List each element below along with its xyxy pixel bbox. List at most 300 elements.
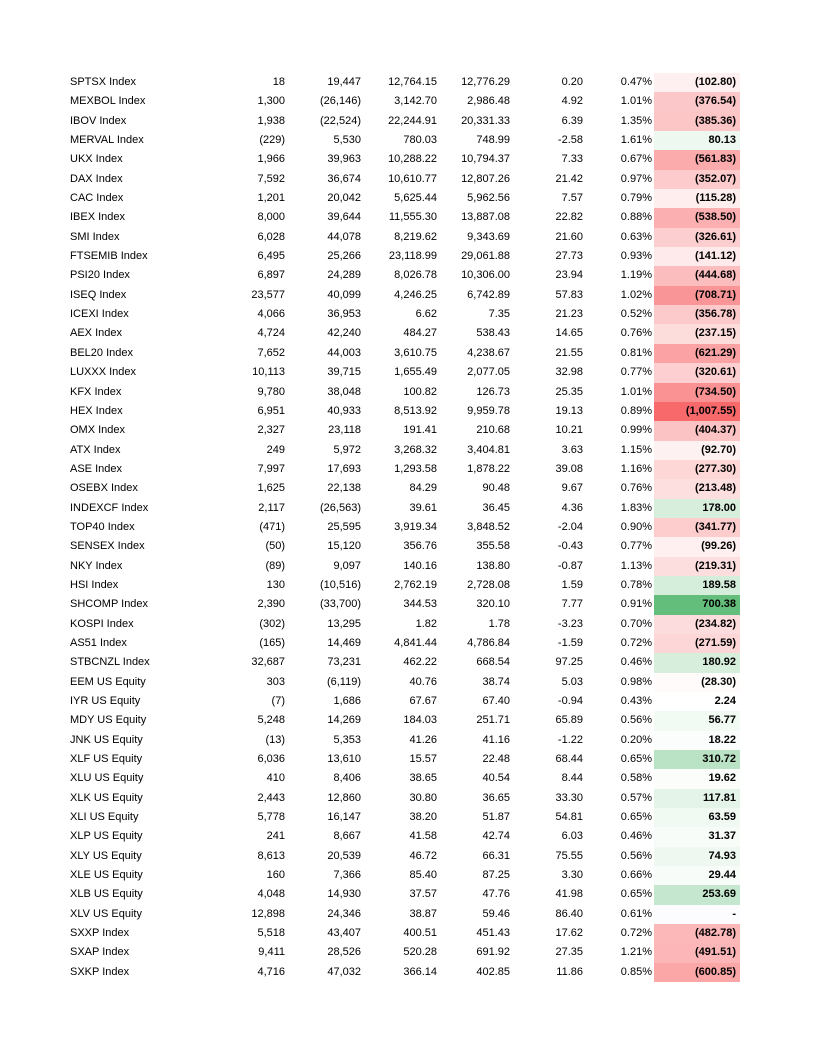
col5-cell: 6.03 [561,830,583,843]
table-row [66,963,740,982]
col5-cell: -0.87 [557,559,583,572]
col6-cell: 1.21% [620,946,652,959]
col2-cell: 13,610 [327,753,361,766]
col2-cell: 5,530 [333,134,361,147]
col4-cell: 2,986.48 [467,95,510,108]
ticker-cell: MDY US Equity [70,714,147,727]
table-row [66,576,740,595]
col4-cell: 251.71 [476,714,510,727]
table-row [66,847,740,866]
col3-cell: 8,219.62 [394,230,437,243]
col5-cell: 97.25 [555,656,583,669]
col1-cell: 1,625 [257,482,285,495]
col2-cell: 15,120 [327,540,361,553]
ticker-cell: IYR US Equity [70,695,141,707]
col1-cell: (302) [259,617,285,630]
col1-cell: (7) [271,695,285,707]
ticker-cell: DAX Index [70,172,123,185]
col6-cell: 0.90% [620,520,652,533]
col5-cell: 27.35 [555,946,583,959]
pnl-cell: (219.31) [654,557,740,576]
ticker-cell: SENSEX Index [70,540,145,553]
col1-cell: 1,300 [257,95,285,108]
col2-cell: 39,963 [327,153,361,166]
table-row [66,150,740,169]
table-row [66,344,740,363]
col4-cell: 4,238.67 [467,346,510,359]
table-row [66,924,740,943]
col6-cell: 0.91% [620,598,652,611]
ticker-cell: SPTSX Index [70,76,137,88]
table-row [66,131,740,150]
col3-cell: 780.03 [403,134,437,147]
col6-cell: 0.61% [620,907,652,920]
col3-cell: 140.16 [403,559,437,572]
col6-cell: 0.97% [620,172,652,185]
col4-cell: 42.74 [482,830,510,843]
col2-cell: 43,407 [327,927,361,940]
ticker-cell: STBCNZL Index [70,656,150,669]
table-row [66,885,740,904]
pnl-cell: 29.44 [654,866,740,885]
col6-cell: 0.58% [620,772,652,785]
col3-cell: 356.76 [403,540,437,553]
data-table [66,73,740,982]
col6-cell: 0.99% [620,424,652,437]
col6-cell: 0.47% [620,76,652,88]
pnl-cell: (234.82) [654,615,740,634]
col6-cell: 0.65% [620,753,652,766]
col2-cell: (22,524) [320,114,361,127]
col2-cell: 19,447 [327,76,361,88]
col5-cell: 0.20 [561,76,583,88]
col4-cell: 402.85 [476,965,510,978]
col1-cell: 23,577 [251,288,285,301]
ticker-cell: FTSEMIB Index [70,250,148,263]
col3-cell: 38.20 [409,811,437,824]
col6-cell: 0.66% [620,869,652,882]
ticker-cell: AS51 Index [70,636,127,649]
col5-cell: 17.62 [555,927,583,940]
col5-cell: -2.58 [557,134,583,147]
col4-cell: 538.43 [476,327,510,340]
table-row [66,170,740,189]
col3-cell: 2,762.19 [394,578,437,591]
table-row [66,266,740,285]
pnl-cell: (600.85) [654,963,740,982]
col1-cell: (89) [265,559,285,572]
col3-cell: 11,555.30 [388,211,437,224]
col1-cell: 32,687 [251,656,285,669]
ticker-cell: ICEXI Index [70,308,129,321]
col3-cell: 4,841.44 [394,636,437,649]
table-row [66,557,740,576]
col2-cell: 24,346 [327,907,361,920]
pnl-cell: 178.00 [654,499,740,518]
col2-cell: 20,539 [327,849,361,862]
col6-cell: 0.93% [620,250,652,263]
col6-cell: 0.65% [620,888,652,901]
col6-cell: 0.56% [620,714,652,727]
col1-cell: 7,592 [257,172,285,185]
ticker-cell: TOP40 Index [70,520,135,533]
col6-cell: 1.16% [620,462,652,475]
ticker-cell: XLK US Equity [70,791,143,804]
col2-cell: 23,118 [328,424,361,437]
pnl-cell: (28.30) [654,673,740,692]
col3-cell: 39.61 [409,501,437,514]
col5-cell: 8.44 [561,772,583,785]
col6-cell: 0.81% [620,346,652,359]
col4-cell: 1,878.22 [467,462,510,475]
ticker-cell: CAC Index [70,192,124,205]
col1-cell: 10,113 [252,366,285,379]
col6-cell: 0.67% [620,153,652,166]
col4-cell: 36.45 [482,501,510,514]
col3-cell: 100.82 [403,385,437,398]
col4-cell: 9,959.78 [467,404,510,417]
col6-cell: 0.89% [620,404,652,417]
col5-cell: -1.59 [557,636,583,649]
ticker-cell: MEXBOL Index [70,95,146,108]
col2-cell: 8,406 [333,772,361,785]
pnl-cell: 117.81 [654,789,740,808]
pnl-cell: 253.69 [654,885,740,904]
col2-cell: (10,516) [320,578,361,591]
col4-cell: 59.46 [482,907,510,920]
col4-cell: 7.35 [488,308,510,321]
col4-cell: 1.78 [488,617,510,630]
pnl-cell: (341.77) [654,518,740,537]
col6-cell: 0.76% [620,327,652,340]
col4-cell: 90.48 [482,482,510,495]
col2-cell: 47,032 [327,965,361,978]
col3-cell: 366.14 [403,965,437,978]
ticker-cell: ATX Index [70,443,121,456]
col2-cell: 14,269 [327,714,361,727]
col6-cell: 1.01% [620,385,652,398]
ticker-cell: ASE Index [70,462,122,475]
table-row [66,499,740,518]
col6-cell: 0.43% [620,695,652,707]
ticker-cell: NKY Index [70,559,123,572]
col2-cell: 14,469 [327,636,361,649]
col4-cell: 2,077.05 [467,366,510,379]
col6-cell: 1.02% [620,288,652,301]
col5-cell: 19.13 [555,404,583,417]
table-row [66,441,740,460]
col4-cell: 691.92 [476,946,510,959]
col5-cell: 3.30 [561,869,583,882]
col5-cell: 7.33 [561,153,583,166]
pnl-cell: (1,007.55) [654,402,740,421]
col6-cell: 0.85% [620,965,652,978]
col6-cell: 0.72% [620,927,652,940]
ticker-cell: IBEX Index [70,211,126,224]
col2-cell: 22,138 [327,482,361,495]
col6-cell: 0.46% [620,656,652,669]
table-row [66,92,740,111]
col1-cell: 2,443 [257,791,285,804]
col3-cell: 15.57 [409,753,437,766]
table-row [66,731,740,750]
ticker-cell: IBOV Index [70,114,127,127]
col5-cell: -0.43 [557,540,583,553]
col2-cell: 36,674 [327,172,361,185]
col6-cell: 0.63% [620,230,652,243]
pnl-cell: (482.78) [654,924,740,943]
ticker-cell: XLU US Equity [70,772,144,785]
table-row [66,363,740,382]
col3-cell: 8,026.78 [394,269,437,282]
col4-cell: 3,404.81 [467,443,510,456]
col1-cell: 2,327 [257,424,285,437]
pnl-cell: 189.58 [654,576,740,595]
col4-cell: 5,962.56 [467,192,510,205]
col5-cell: 86.40 [555,907,583,920]
table-row [66,769,740,788]
col3-cell: 3,268.32 [394,443,437,456]
col5-cell: -1.22 [557,733,583,746]
col3-cell: 6.62 [415,308,437,321]
col6-cell: 1.35% [620,114,652,127]
col3-cell: 85.40 [409,869,437,882]
col1-cell: 410 [266,772,285,785]
col3-cell: 38.65 [409,772,437,785]
col4-cell: 41.16 [482,733,510,746]
col3-cell: 344.53 [403,598,437,611]
col2-cell: 36,953 [327,308,361,321]
col2-cell: 73,231 [327,656,361,669]
col5-cell: 33.30 [555,791,583,804]
col6-cell: 0.98% [620,675,652,688]
ticker-cell: XLF US Equity [70,753,143,766]
col1-cell: 5,778 [257,811,285,824]
col4-cell: 451.43 [476,927,510,940]
pnl-cell: 74.93 [654,847,740,866]
table-row [66,112,740,131]
table-row [66,421,740,440]
col4-cell: 12,776.29 [461,76,510,88]
ticker-cell: XLI US Equity [70,811,139,824]
col4-cell: 12,807.26 [461,172,510,185]
col1-cell: 2,390 [257,598,285,611]
col4-cell: 10,794.37 [461,153,510,166]
col2-cell: 24,289 [327,269,361,282]
ticker-cell: XLE US Equity [70,869,143,882]
col4-cell: 6,742.89 [467,288,510,301]
col6-cell: 0.88% [620,211,652,224]
col4-cell: 138.80 [476,559,510,572]
col2-cell: 5,353 [333,733,361,746]
col5-cell: 57.83 [555,288,583,301]
col2-cell: 16,147 [327,811,361,824]
pnl-cell: (352.07) [654,170,740,189]
col1-cell: 6,028 [257,230,285,243]
ticker-cell: XLB US Equity [70,888,143,901]
col2-cell: 1,686 [333,695,361,707]
ticker-cell: KFX Index [70,385,122,398]
col5-cell: 39.08 [555,462,583,475]
col1-cell: 4,724 [257,327,285,340]
col3-cell: 41.26 [409,733,437,746]
col6-cell: 0.78% [620,578,652,591]
col1-cell: 7,652 [257,346,285,359]
col3-cell: 38.87 [409,907,437,920]
col3-cell: 1,293.58 [394,462,437,475]
col5-cell: 68.44 [555,753,583,766]
pnl-cell: (538.50) [654,208,740,227]
col3-cell: 4,246.25 [394,288,437,301]
col4-cell: 22.48 [482,753,510,766]
ticker-cell: OSEBX Index [70,482,138,495]
col2-cell: (33,700) [320,598,361,611]
col3-cell: 462.22 [403,656,437,669]
col5-cell: 65.89 [555,714,583,727]
col2-cell: 8,667 [333,830,361,843]
col4-cell: 320.10 [476,598,510,611]
pnl-cell: (444.68) [654,266,740,285]
col1-cell: 303 [266,675,285,688]
col2-cell: 38,048 [327,385,361,398]
pnl-cell: (99.26) [654,537,740,556]
col4-cell: 2,728.08 [467,578,510,591]
table-row [66,518,740,537]
col1-cell: 6,495 [257,250,285,263]
col5-cell: 7.77 [561,598,583,611]
col4-cell: 40.54 [482,772,510,785]
ticker-cell: LUXXX Index [70,366,137,379]
ticker-cell: ISEQ Index [70,288,127,301]
ticker-cell: SMI Index [70,230,120,243]
col2-cell: 25,266 [327,250,361,263]
col6-cell: 1.01% [620,95,652,108]
col5-cell: 32.98 [555,366,583,379]
col1-cell: 5,248 [257,714,285,727]
col1-cell: 7,997 [257,462,285,475]
col4-cell: 51.87 [482,811,510,824]
col3-cell: 30.80 [409,791,437,804]
col5-cell: 27.73 [555,250,583,263]
col3-cell: 84.29 [409,482,437,495]
col1-cell: 5,518 [257,927,285,940]
col2-cell: 17,693 [327,462,361,475]
col4-cell: 748.99 [476,134,510,147]
col4-cell: 38.74 [482,675,510,688]
col2-cell: (26,146) [320,95,361,108]
col3-cell: 484.27 [403,327,437,340]
pnl-cell: 56.77 [654,711,740,730]
col4-cell: 126.73 [476,385,510,398]
col2-cell: 28,526 [327,946,361,959]
pnl-cell: (376.54) [654,92,740,111]
col4-cell: 9,343.69 [467,230,510,243]
table-row [66,653,740,672]
col1-cell: (471) [259,520,285,533]
col1-cell: 4,048 [257,888,285,901]
ticker-cell: INDEXCF Index [70,501,149,514]
ticker-cell: AEX Index [70,327,122,340]
col2-cell: 25,595 [327,520,361,533]
col2-cell: 44,003 [327,346,361,359]
pnl-cell: (385.36) [654,112,740,131]
col5-cell: 54.81 [555,811,583,824]
table-row [66,228,740,247]
ticker-cell: SXKP Index [70,965,130,978]
table-row [66,208,740,227]
col4-cell: 668.54 [476,656,510,669]
col1-cell: 9,411 [258,946,285,959]
pnl-cell: (141.12) [654,247,740,266]
col2-cell: 13,295 [327,617,361,630]
col3-cell: 1.82 [415,617,437,630]
col5-cell: 25.35 [555,385,583,398]
pnl-cell: 310.72 [654,750,740,769]
table-row [66,634,740,653]
col1-cell: 249 [266,443,285,456]
col5-cell: 11.86 [556,965,583,978]
pnl-cell: (356.78) [654,305,740,324]
col1-cell: 6,036 [257,753,285,766]
table-row [66,324,740,343]
col6-cell: 0.77% [620,366,652,379]
table-row [66,905,740,924]
pnl-cell: 2.24 [654,692,740,711]
col6-cell: 0.65% [620,811,652,824]
col6-cell: 1.61% [620,134,652,147]
col6-cell: 0.57% [620,791,652,804]
col5-cell: -3.23 [557,617,583,630]
col3-cell: 400.51 [403,927,437,940]
col6-cell: 0.20% [620,733,652,746]
col5-cell: 7.57 [561,192,583,205]
col4-cell: 47.76 [482,888,510,901]
table-row [66,73,740,92]
col3-cell: 10,610.77 [388,172,437,185]
col5-cell: 21.23 [555,308,583,321]
pnl-cell: (271.59) [654,634,740,653]
table-row [66,673,740,692]
col5-cell: 21.55 [555,346,583,359]
ticker-cell: XLP US Equity [70,830,143,843]
table-row [66,808,740,827]
pnl-cell: 19.62 [654,769,740,788]
col1-cell: 6,897 [257,269,285,282]
col3-cell: 3,610.75 [394,346,437,359]
pnl-cell: 18.22 [654,731,740,750]
col4-cell: 4,786.84 [467,636,510,649]
ticker-cell: XLV US Equity [70,907,142,920]
col5-cell: 41.98 [555,888,583,901]
col6-cell: 1.15% [620,443,652,456]
col1-cell: (50) [265,540,285,553]
col1-cell: (229) [259,134,285,147]
col4-cell: 355.58 [476,540,510,553]
ticker-cell: MERVAL Index [70,134,144,147]
col1-cell: 160 [266,869,285,882]
col2-cell: 44,078 [327,230,361,243]
col6-cell: 1.13% [620,559,652,572]
pnl-cell: (404.37) [654,421,740,440]
col2-cell: 12,860 [327,791,361,804]
ticker-cell: OMX Index [70,424,126,437]
pnl-cell: (734.50) [654,383,740,402]
pnl-cell: (92.70) [654,441,740,460]
ticker-cell: KOSPI Index [70,617,134,630]
table-row [66,750,740,769]
table-row [66,402,740,421]
col3-cell: 520.28 [403,946,437,959]
